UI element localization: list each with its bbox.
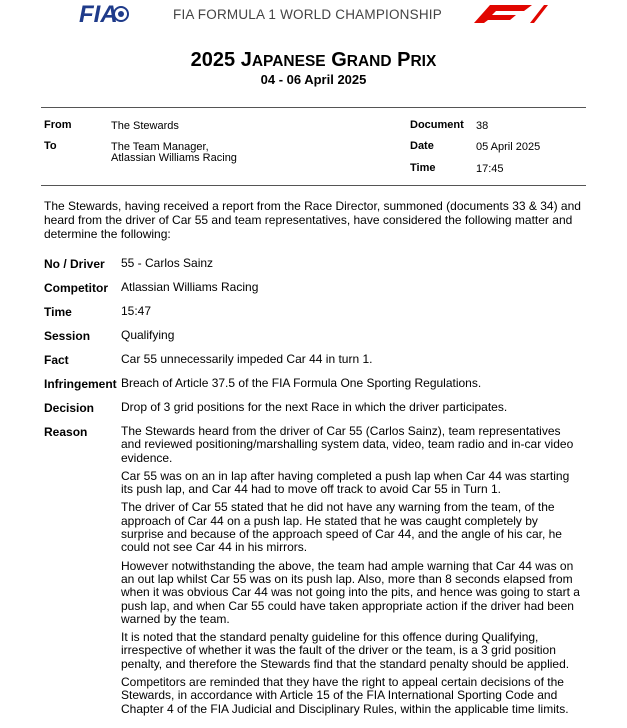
reason-label: Reason [44,425,88,439]
f1-logo-icon [472,3,548,25]
reason-paragraph-5: It is noted that the standard penalty guideline for this offence during Qualifying, irrespective of whether it was the fault of the driver or the team, is a 3 grid position penalty, and therefore the Stewards find that the standard penalty should be applied. [121,630,570,671]
reason-paragraph-3: The driver of Car 55 stated that he did not have any warning from the team, of the approach of Car 44 on a push lap. He stated that he was caught completely by surprise and because of the approach speed of Car 44, and the angle of his car, he could not see Car 44 in his mirrors. [121,500,562,555]
fia-logo-text: FIA [79,1,118,26]
reason-text [121,425,581,721]
reason-paragraph-2: Car 55 was on an in lap after having completed a push lap when Car 44 was starting its push lap, and Car 44 had to move off track to avoid Car 55 in Turn 1. [121,468,570,497]
championship-title: FIA FORMULA 1 WORLD CHAMPIONSHIP [173,7,442,22]
date-label: Date [410,140,434,152]
document-value: 38 [476,120,489,132]
decision-value: Drop of 3 grid positions for the next Race in which the driver participates. [121,400,508,414]
session-label: Session [44,329,91,343]
to-label: To [44,140,57,152]
competitor-label: Competitor [44,281,108,295]
time-detail-label: Time [44,305,72,319]
time-label: Time [410,162,436,174]
to-value-line2: Atlassian Williams Racing [111,152,237,164]
session-value: Qualifying [121,328,175,342]
fia-logo-icon [77,0,129,26]
reason-paragraph-4: However notwithstanding the above, the team had ample warning that Car 44 was on an out lap whilst Car 55 was on its push lap. Also, more than 8 seconds elapsed from when it was obvious Car 44 was not going into the pits, and hence was going to start a push lap, and when Car 55 could have taken appropriate action if the driver had been warned by the team. [121,558,580,626]
intro-paragraph: The Stewards, having received a report from the Race Director, summoned (documents 33 & 34) and heard from the driver of Car 55 and team representatives, have considered the following matter and determine the following: [44,199,581,241]
from-value: The Stewards [111,120,179,132]
date-value: 05 April 2025 [476,141,541,153]
decision-label: Decision [44,401,95,415]
divider-top [41,107,586,108]
infringement-value: Breach of Article 37.5 of the FIA Formula One Sporting Regulations. [121,376,482,390]
from-label: From [44,119,72,131]
divider-bottom [41,185,586,186]
time-value: 17:45 [476,163,504,175]
document-title: 2025 JAPANESE GRAND PRIX [190,49,437,71]
competitor-value: Atlassian Williams Racing [121,280,259,294]
driver-label: No / Driver [44,257,105,271]
event-dates: 04 - 06 April 2025 [260,72,367,87]
reason-paragraph-1: The Stewards heard from the driver of Car 55 (Carlos Sainz), team representatives and reviewed positioning/marshalling system data, video, team radio and in-car video evidence. [121,424,574,465]
document-label: Document [410,119,464,131]
fact-value: Car 55 unnecessarily impeded Car 44 in turn 1. [121,352,373,366]
infringement-label: Infringement [44,377,117,391]
fact-label: Fact [44,353,69,367]
to-value-line1: The Team Manager, [111,141,209,153]
time-detail-value: 15:47 [121,304,152,318]
reason-paragraph-6: Competitors are reminded that they have the right to appeal certain decisions of the Stewards, in accordance with Article 15 of the FIA International Sporting Code and Chapter 4 of the FIA Judicial and Disciplinary Rules, within the applicable time limits. [121,675,569,716]
driver-value: 55 - Carlos Sainz [121,256,214,270]
